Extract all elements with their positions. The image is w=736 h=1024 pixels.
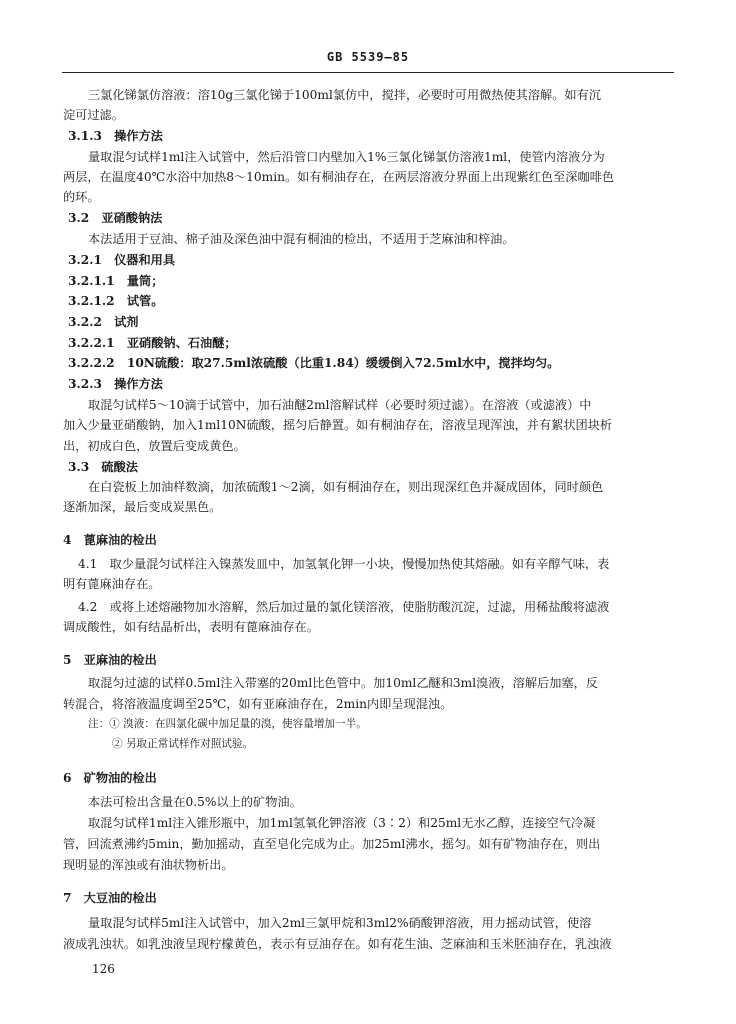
section-heading: 6 矿物油的检出: [63, 771, 157, 785]
paragraph-line: 管，回流煮沸约5min，勤加摇动，直至皂化完成为止。加25ml沸水，摇匀。如有矿物油存在，则出: [63, 837, 601, 851]
paragraph-line: 两层，在温度40℃水浴中加热8～10min。如有桐油存在，在两层溶液分界面上出现紫红色至深咖啡色: [63, 170, 615, 184]
paragraph-line: 液成乳浊状。如乳浊液呈现柠檬黄色，表示有豆油存在。如有花生油、芝麻油和玉米胚油存在，乳浊液: [63, 937, 612, 951]
section-heading: 3.2 亚硝酸钠法: [68, 211, 163, 225]
paragraph-line: 4.1 取少量混匀试样注入镍蒸发皿中，加氢氧化钾一小块，慢慢加热使其熔融。如有辛醇气味，表: [78, 557, 610, 571]
paragraph-line: 调成酸性，如有结晶析出，表明有蓖麻油存在。: [63, 620, 319, 634]
paragraph-line: 出，初成白色，放置后变成黄色。: [63, 439, 246, 453]
section-heading: 3.2.1.1 量筒；: [68, 274, 164, 288]
section-heading: 3.1.3 操作方法: [68, 129, 163, 143]
paragraph-line: 取混匀试样1ml注入锥形瓶中，加1ml氢氧化钾溶液（3∶2）和25ml无水乙醇，连接空气冷凝: [88, 816, 596, 830]
paragraph-line: 转混合，将溶液温度调至25℃，如有亚麻油存在，2min内即呈现混浊。: [63, 697, 453, 711]
page-number: 126: [92, 962, 115, 976]
paragraph-line: 的环。: [63, 190, 100, 204]
section-heading: 3.2.1.2 试管。: [68, 294, 164, 308]
paragraph-line: 量取混匀试样1ml注入试管中，然后沿管口内壁加入1%三氯化锑氯仿溶液1ml，使管内溶液分为: [88, 150, 605, 164]
paragraph-line: 在白瓷板上加油样数滴，加浓硫酸1～2滴，如有桐油存在，则出现深红色并凝成固体，同时颜色: [88, 480, 604, 494]
section-heading: 4 蓖麻油的检出: [63, 533, 157, 547]
paragraph-line: 逐渐加深，最后变成炭黑色。: [63, 500, 222, 514]
section-heading: 3.2.3 操作方法: [68, 377, 163, 391]
paragraph-line: 明有蓖麻油存在。: [63, 577, 161, 591]
standard-header: GB 5539—85: [326, 50, 410, 64]
paragraph-line: 取混匀过滤的试样0.5ml注入带塞的20ml比色管中。加10ml乙醚和3ml溴液，溶解后加塞，反: [88, 676, 598, 690]
note-line: ② 另取正常试样作对照试验。: [112, 738, 254, 750]
paragraph-line: 淀可过滤。: [63, 108, 124, 122]
paragraph-line: 加入少量亚硝酸钠，加入1ml10N硫酸，摇匀后静置。如有桐油存在，溶液呈现浑浊，并有絮状团块析: [63, 418, 613, 432]
section-heading: 3.2.1 仪器和用具: [68, 253, 176, 267]
paragraph-line: 取混匀试样5～10滴于试管中，加石油醚2ml溶解试样（必要时须过滤）。在溶液（或滤液）中: [88, 398, 592, 412]
paragraph-line: 三氯化锑氯仿溶液：溶10g三氯化锑于100ml氯仿中，搅拌，必要时可用微热使其溶解。如有沉: [88, 88, 601, 102]
section-heading: 3.2.2.1 亚硝酸钠、石油醚；: [68, 336, 237, 350]
paragraph-line: 现明显的浑浊或有油状物析出。: [63, 858, 234, 872]
paragraph-line: 量取混匀试样5ml注入试管中，加入2ml三氯甲烷和3ml2%硝酸钾溶液，用力摇动试管，使溶: [88, 916, 592, 930]
section-heading: 3.3 硫酸法: [68, 460, 138, 474]
paragraph-line: 本法可检出含量在0.5%以上的矿物油。: [88, 795, 302, 809]
section-heading: 7 大豆油的检出: [63, 891, 157, 905]
paragraph-line: 本法适用于豆油、棉子油及深色油中混有桐油的检出，不适用于芝麻油和梓油。: [88, 232, 515, 246]
section-heading: 3.2.2 试剂: [68, 315, 139, 329]
note-line: 注：① 溴液：在四氯化碳中加足量的溴，使容量增加一半。: [88, 718, 367, 730]
header-rule: [62, 72, 674, 73]
paragraph-line: 4.2 或将上述熔融物加水溶解，然后加过量的氯化镁溶液，使脂肪酸沉淀，过滤，用稀盐酸将滤液: [78, 600, 610, 614]
section-heading: 3.2.2.2 10N硫酸：取27.5ml浓硫酸（比重1.84）缓缓倒入72.5ml水中，搅拌均匀。: [68, 356, 560, 370]
section-heading: 5 亚麻油的检出: [63, 653, 157, 667]
